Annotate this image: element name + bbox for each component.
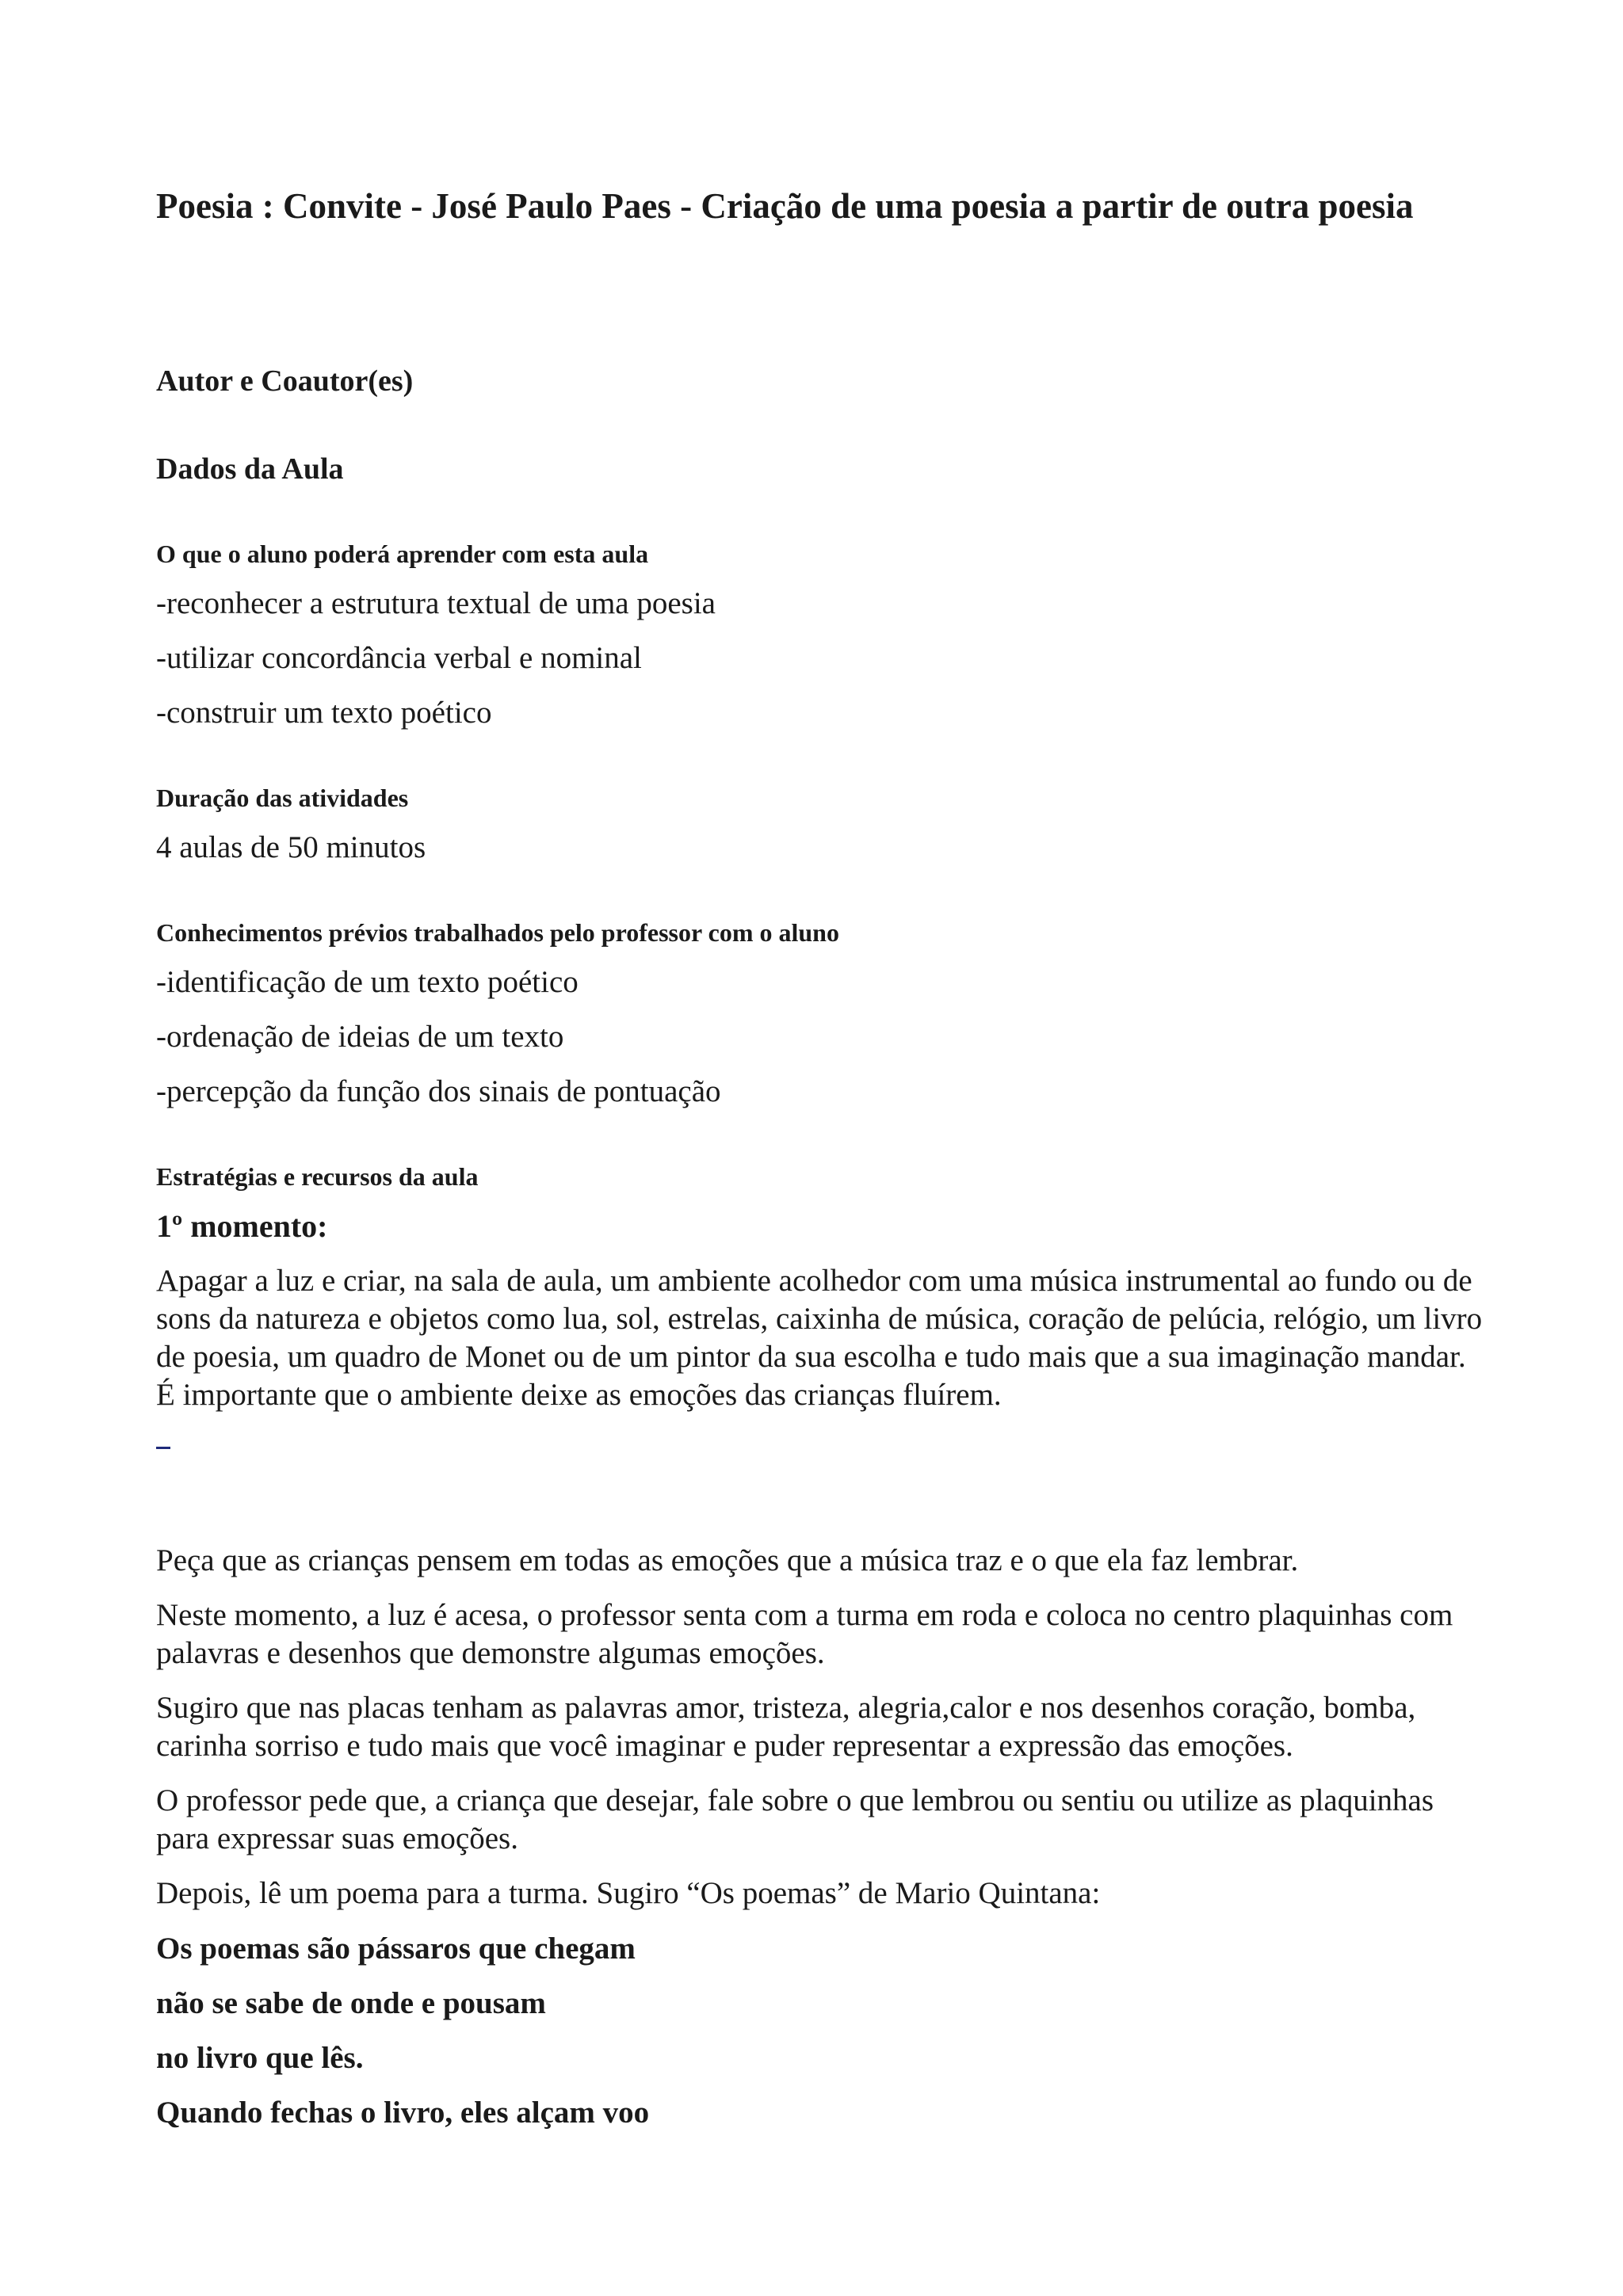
strategies-heading: Estratégias e recursos da aula — [156, 1162, 479, 1191]
poem-line: não se sabe de onde e pousam — [156, 1986, 546, 2020]
moment-label: 1º momento: — [156, 1208, 328, 1244]
duration-heading: Duração das atividades — [156, 784, 409, 812]
learn-item: -construir um texto poético — [156, 696, 492, 730]
duration-text: 4 aulas de 50 minutos — [156, 830, 426, 864]
prior-knowledge-heading: Conhecimentos prévios trabalhados pelo professor com o aluno — [156, 918, 839, 947]
poem-line: Os poemas são pássaros que chegam — [156, 1932, 636, 1966]
learn-heading: O que o aluno poderá aprender com esta aula — [156, 540, 649, 568]
text-cursor — [156, 1447, 170, 1449]
strategy-paragraph: Sugiro que nas placas tenham as palavras amor, tristeza, alegria,calor e nos desenhos coração, bomba, carinha sorriso e tudo mais que você imaginar e puder representar a expressão das emoções. — [156, 1691, 1416, 1763]
page-title: Poesia : Convite - José Paulo Paes - Criação de uma poesia a partir de outra poesia — [156, 186, 1414, 226]
strategy-paragraph: O professor pede que, a criança que desejar, fale sobre o que lembrou ou sentiu ou utilize as plaquinhas para expressar suas emoções. — [156, 1783, 1434, 1855]
poem-line: no livro que lês. — [156, 2041, 364, 2075]
strategy-paragraph: Depois, lê um poema para a turma. Sugiro “Os poemas” de Mario Quintana: — [156, 1876, 1101, 1910]
prior-knowledge-item: -identificação de um texto poético — [156, 965, 579, 999]
authors-heading: Autor e Coautor(es) — [156, 364, 414, 398]
class-data-heading: Dados da Aula — [156, 452, 344, 486]
prior-knowledge-item: -percepção da função dos sinais de pontuação — [156, 1074, 721, 1108]
strategy-paragraph: Neste momento, a luz é acesa, o professor senta com a turma em roda e coloca no centro plaquinhas com palavras e desenhos que demonstre algumas emoções. — [156, 1598, 1453, 1670]
learn-item: -utilizar concordância verbal e nominal — [156, 641, 642, 675]
strategy-paragraph: Peça que as crianças pensem em todas as emoções que a música traz e o que ela faz lembrar. — [156, 1543, 1299, 1577]
poem-line: Quando fechas o livro, eles alçam voo — [156, 2096, 650, 2130]
prior-knowledge-item: -ordenação de ideias de um texto — [156, 1020, 564, 1054]
learn-item: -reconhecer a estrutura textual de uma poesia — [156, 586, 716, 620]
strategy-paragraph: Apagar a luz e criar, na sala de aula, um ambiente acolhedor com uma música instrumental ao fundo ou de sons da natureza e objetos como lua, sol, estrelas, caixinha de música, coração de pelúcia, relógio, um livro de poesia, um quadro de Monet ou de um pintor da sua escolha e tudo mais que a sua imaginação mandar. É importante que o ambiente deixe as emoções das crianças fluírem. — [156, 1264, 1483, 1412]
